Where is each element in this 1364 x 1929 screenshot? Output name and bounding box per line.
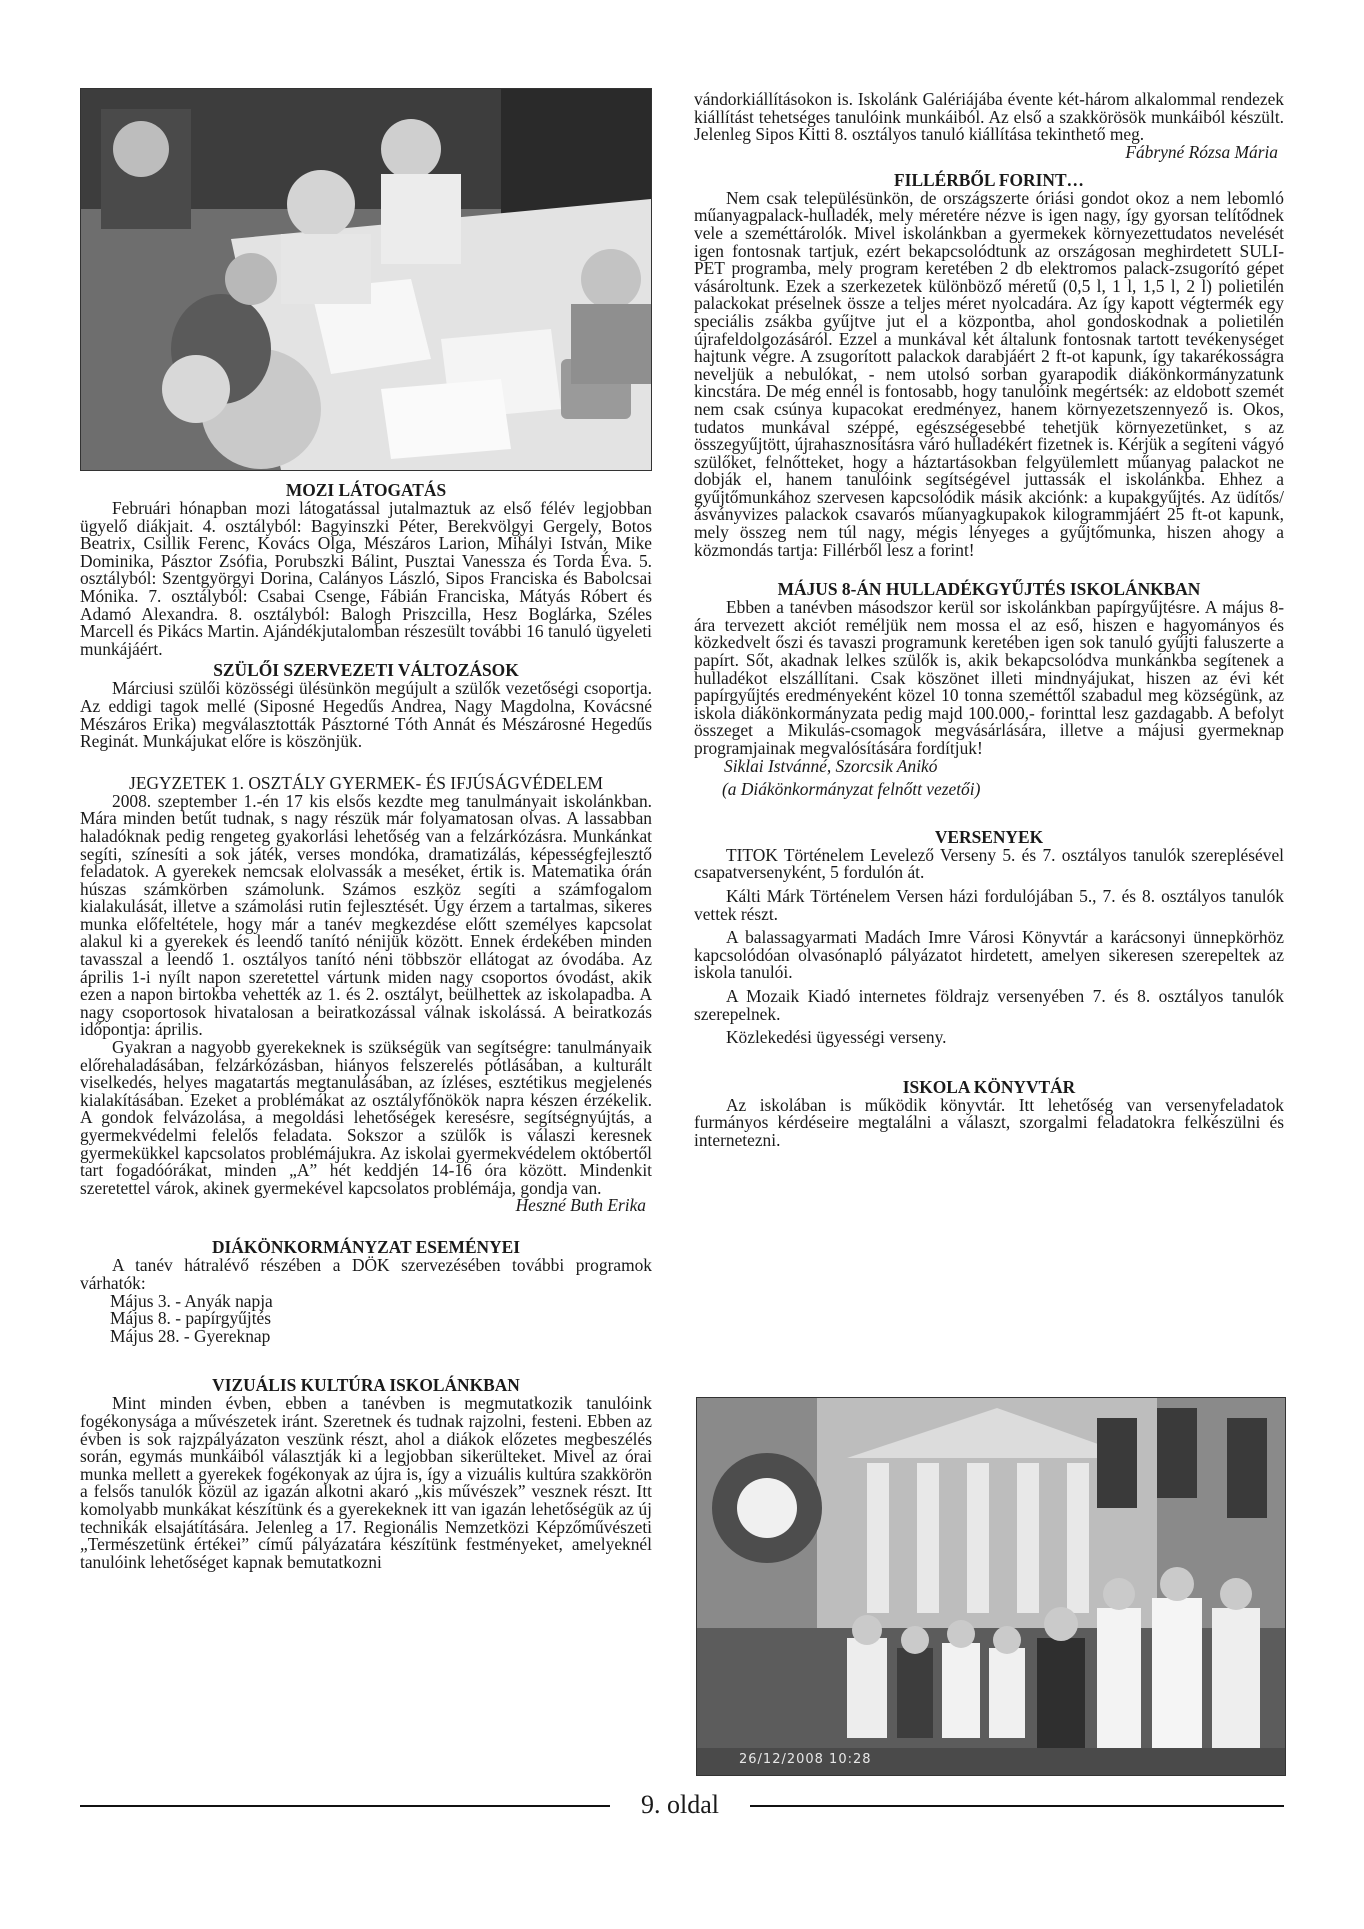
- filler-body: Nem csak településünkön, de országszerte óriási gondot okoz a nem lebomló műanyagpalack-hulladék, mely méretére nézve is igen nagy, így gyorsan telítődnek vele a szeméttárolók. Mivel iskolánkban a gyermekek környezettudatos nevelését igen fontosnak tartjuk, ezért bekapcsolódtunk az országosan meghirdetett SULI-PET programba, mely program keretében 2 db elektromos palack-zsugorító gépet vásároltunk. Ezek a szerkezetek különböző méretű (0,5 l, 1 l, 1,5 l, 2 l) polietilén palackokat préselnek össze a teljes méret nyolcadára. Az így kapott végtermék egy speciális zsákba gyűjtve jut el a központba, ahol gondoskodnak a polietilén újrafeldolgozásáról. Ezzel a munkával két általunk fontosnak tartott tevékenységet hajtunk végre. A zsugorított palackok darabjáért 2 ft-ot kapunk, így takarékosságra neveljük a nebulókat, - nem utolsó sorban gyarapodik diákönkormányzatunk kincstára. De még ennél is fontosabb, hogy tanulóink megértsék: az eldobott szemét nem csak csúnya kupacokat eredményez, hanem környezetszennyező is. Okos, tudatos munkával széppé, egészségesebbé tehetjük környezetünket, s az összegyűjtött, újrahasznosításra váró hulladékért fizetnek is. Kérjük a segíteni vágyó szülőket, felnőtteket, hogy a háztartásokban felgyülemlett műanyag palackot ne dobják el, hanem tanulóink segítségével juttassák el iskolánkba. Ehhez a gyűjtőmunkához szervesen kapcsolódik másik akciónk: a kupakgyűjtés. Az üdítős/ásványvizes palackok csavarós műanyagkupakok kilogrammjáért 25 ft-ot kapunk, mely összeg nem túl nagy, mégis lényeges a gyűjtőmunka, hiszen ahogy a közmondás tartja: Fillérből lesz a forint!: [694, 187, 1284, 560]
- dok-title: DIÁKÖNKORMÁNYZAT ESEMÉNYEI: [211, 1237, 521, 1258]
- versenyek-title: VERSENYEK: [934, 826, 1044, 847]
- szuloi-title: SZÜLŐI SZERVEZETI VÁLTOZÁSOK: [213, 660, 519, 681]
- school-performance-photo: [696, 1397, 1286, 1776]
- majus-body: Ebben a tanévben másodszor kerül sor iskolánkban papírgyűjtésre. A május 8-ára tervezett akciót reméljük nem mossa el az eső, hiszen e hagyományos és közkedvelt őszi és tavaszi programunk keretében igen sok tanuló gyűjti faluszerte a papírt. Sőt, akadnak lelkes szülők is, akik bekapcsolódva munkánkba segítenek a hulladékot elszállítani. Csak köszönet illeti mindnyájukat, hiszen az évi két papírgyűjtés eredményeként közel 10 tonna szeméttől szabadul meg községünk, az iskola diákönkormányzata pedig majd 100.000,- forinttal lesz gazdagabb. A befolyt összeget a Mikulás-csomagok megvásárlására, illetve a májusi gyermeknap programjainak megvalósítására fordítjuk!: [694, 597, 1284, 758]
- mozi-body: Februári hónapban mozi látogatással jutalmaztuk az első félév legjobban ügyelő diákjait. 4. osztályból: Bagyinszki Péter, Berekvölgyi Gergely, Botos Beatrix, Csillik Ferenc, Kovács Olga, Mészáros Larion, Mihályi István, Mike Dominika, Pásztor Zsófia, Porubszki Bálint, Pusztai Vanessza és Torda Éva. 5. osztályból: Szentgyörgyi Dorina, Calányos László, Sipos Franciska és Babolcsai Mónika. 7. osztályból: Csabai Csenge, Fábián Franciska, Mátyás Róbert és Adamó Alexandra. 8. osztályból: Balogh Priszcilla, Hesz Boglárka, Széles Marcell és Pikács Martin. Ajándékjutalomban részesült további 16 tanuló ügyeleti munkájáért.: [80, 498, 652, 659]
- majus-signature-2: (a Diákönkormányzat felnőtt vezetői): [722, 779, 981, 800]
- footer-rule-right: [750, 1805, 1284, 1807]
- szuloi-body: Márciusi szülői közösségi ülésünkön megújult a szülők vezetőségi csoportja. Az eddigi tagok mellé (Siposné Hegedűs Andrea, Nagy Magdolna, Kovácsné Mészáros Erika) megválasztották Pásztorné Tóth Annát és Mészárosné Hegedűs Reginát. Munkájukat előre is köszönjük.: [80, 678, 652, 752]
- jegyzetek-p2-text: Gyakran a nagyobb gyerekeknek is szükségük van segítségre: tanulmányaik előrehaladásában, felzárkózásban, hiányos felszerelés pótlásában, a kulturált viselkedés, helyes magatartás megtanulásában, az ízléses, esztétikus megjelenés kialakításában. Ezeket a problémákat az osztályfőnökök napra készen érzékelik. A gondok felvázolása, a megoldási lehetőségek keresésre, segítségnyújtás, a gyermekvédelmi felelős feladata. Sokszor a szülők is válaszi keresnek gyermekükkel kapcsolatos problémájukra. Az iskolai gyermekvédelem októbertől tart fogadóórákat, minden „A” hét keddjén 14-16 óra között. Mindenkit szeretettel várok, akinek gyermekével kapcsolatos problémája, gondja van.: [80, 1037, 652, 1198]
- jegyzetek-signature: Heszné Buth Erika: [515, 1195, 646, 1216]
- filler-title: FILLÉRBŐL FORINT…: [894, 169, 1084, 190]
- majus-signature-1: Siklai Istvánné, Szorcsik Anikó: [724, 755, 938, 776]
- right-top-continuation: vándorkiállításokon is. Iskolánk Galériájába évente két-három alkalommal rendezek kiállítást tehetséges tanulóink munkáiból. Az első a szakkörösök munkáiból készült. Jelenleg Sipos Kitti 8. osztályos tanuló kiállítása tekinthető meg.: [694, 89, 1284, 145]
- dok-item-2: Május 8. - papírgyűjtés: [110, 1308, 272, 1329]
- versenyek-p1: TITOK Történelem Levelező Verseny 5. és 7. osztályos tanulók szereplésével csapatversenyként, 5 fordulón át.: [694, 844, 1284, 883]
- right-top-paragraph: [694, 89, 1284, 162]
- dok-item-1: Május 3. - Anyák napja: [110, 1290, 273, 1311]
- versenyek-p3: A balassagyarmati Madách Imre Városi Könyvtár a karácsonyi ünnepkörhöz kapcsolódóan olvasónapló pályázatot hirdetett, amelyen sikeresen szerepeltek az iskola tanulói.: [694, 927, 1284, 983]
- dok-intro: A tanév hátralévő részében a DÖK szervezésében további programok várhatók:: [80, 1255, 652, 1293]
- right-top-signature: Fábryné Rózsa Mária: [1125, 141, 1278, 162]
- versenyek-p4: A Mozaik Kiadó internetes földrajz versenyében 7. és 8. osztályos tanulók szerepelnek.: [694, 985, 1284, 1024]
- vizualis-body: Mint minden évben, ebben a tanévben is megmutatkozik tanulóink fogékonysága a művészetek iránt. Szeretnek és tudnak rajzolni, festeni. Ebben az évben is sok rajzpályázaton veszünk részt, ahol a diákok előzetes megbeszélés során, egymás munkáiból választják ki a legjobban sikerülteket. Mivel az órai munka mellett a gyerekek fogékonyak az újra is, így a vizuális kultúra szakkörön a felsős tanulók közül az igazán alkotni akaró „kis művészek” vesznek részt. Itt komolyabb munkákat készítünk és a gyerekeknek itt van igazán lehetőségük az új technikák elsajátítására. Jelenleg a 17. Regionális Nemzetközi Képzőművészeti „Természetünk értékei” című pályázatára készítünk festményeket, amelyeknél tanulóink lehetőséget kapnak bemutatkozni: [80, 1393, 652, 1572]
- footer-rule-left: [80, 1805, 610, 1807]
- konyvtar-title: ISKOLA KÖNYVTÁR: [902, 1076, 1076, 1097]
- konyvtar-body: Az iskolában is működik könyvtár. Itt lehetőség van versenyfeladatok furmányos kérdéseire megtalálni a választ, szorgalmi feladatokra felkészülni és internetezni.: [694, 1094, 1284, 1150]
- children-drawing-photo: [80, 88, 652, 471]
- right-column: [694, 91, 1284, 1150]
- dok-item-3: Május 28. - Gyereknap: [110, 1325, 271, 1346]
- left-column: [80, 480, 652, 1571]
- versenyek-p2: Kálti Márk Történelem Versen házi fordulójában 5., 7. és 8. osztályos tanulók vettek részt.: [694, 885, 1284, 924]
- page-number: 9. oldal: [641, 1790, 719, 1819]
- versenyek-p5: Közlekedési ügyességi verseny.: [726, 1027, 947, 1048]
- majus-title: MÁJUS 8-ÁN HULLADÉKGYŰJTÉS ISKOLÁNKBAN: [777, 579, 1201, 600]
- vizualis-title: VIZUÁLIS KULTÚRA ISKOLÁNKBAN: [212, 1375, 520, 1396]
- jegyzetek-paragraph-1: 2008. szeptember 1.-én 17 kis elsős kezdte meg tanulmányait iskolánkban. Mára minden betűt tudnak, s nagy részük már folyamatosan olvas. A lassabban haladóknak pedig rengeteg gyakorlási lehetőség van a felzárkózásra. Munkánkat segíti, színesíti a sok játék, verses mondóka, dramatizálás, képességfejlesztő feladatok. A gyerekek nemcsak elolvassák a meséket, értik is. Matematika órán húszas számkörben számolunk. Számos eszköz segíti a számfogalom kialakulását, illetve a számolási rutin fejlesztését. Úgy érzem a tartalmas, sikeres munka előfeltétele, hogy már a tanév megkezdése előtt személyes kapcsolat alakul ki a gyerekek és leendő tanító nénijük között. Ennek érdekében minden tavasszal a leendő 1. osztályos tanító néni többször ellátogat az óvodába. Az április 1-i nyílt napon szeretettel vártunk miden nagy csoportos óvodást, akik ezen a napon birtokba vehették az 1. és 2. osztályt, beülhettek az iskolapadba. A nagy csoportosok hivatalosan a beiratkozással válnak iskolássá. A beiratkozás időpontja: április.: [80, 790, 652, 1040]
- mozi-title: MOZI LÁTOGATÁS: [285, 480, 447, 500]
- jegyzetek-title: JEGYZETEK 1. OSZTÁLY GYERMEK- ÉS IFJÚSÁGVÉDELEM: [129, 772, 603, 793]
- photo-timestamp: 26/12/2008 10:28: [739, 1752, 872, 1767]
- jegyzetek-paragraph-2: [80, 1037, 652, 1216]
